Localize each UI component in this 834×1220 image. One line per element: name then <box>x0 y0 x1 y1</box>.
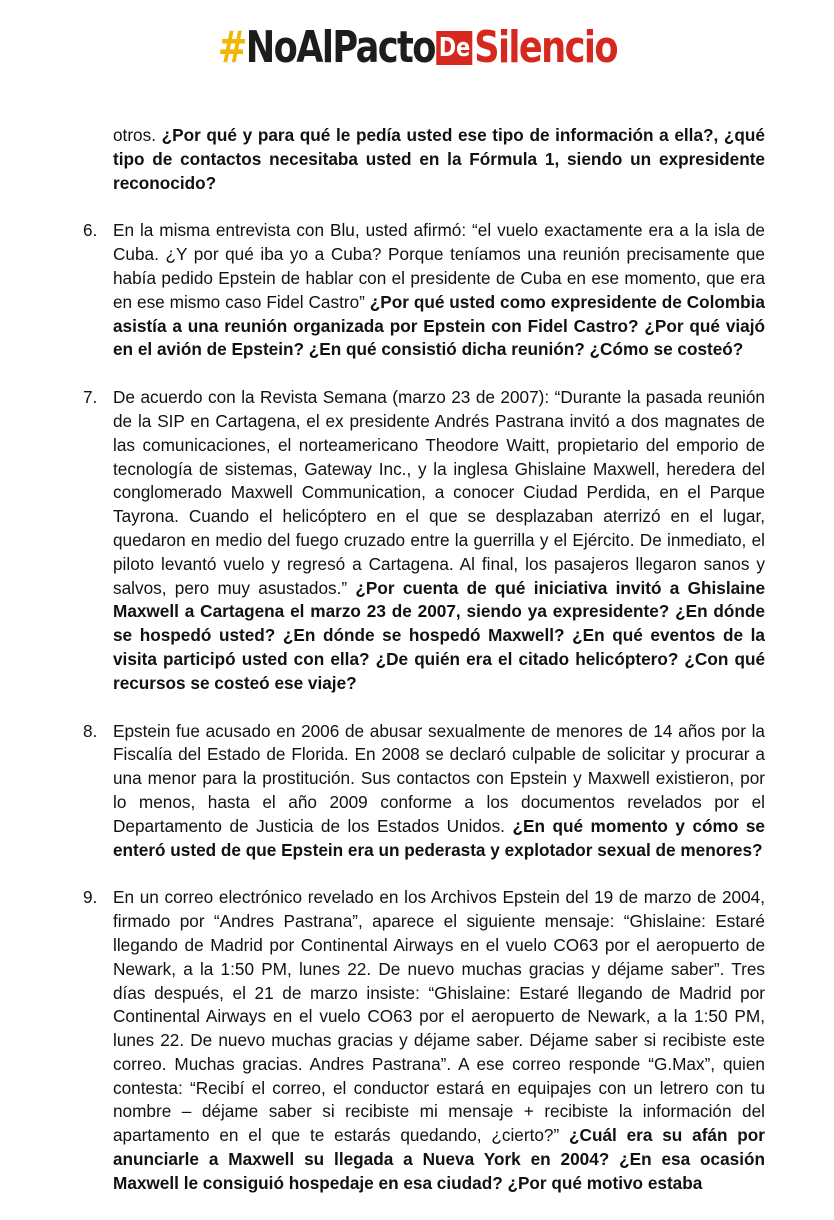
item-question: ¿Cuál era su afán por anunciarle a Maxwell su llegada a Nueva York en 2004? ¿En esa ocasión Maxwell le consiguió hospedaje en esa ciudad? ¿Por qué motivo estaba <box>113 1125 765 1193</box>
item-question: ¿Por qué usted como expresidente de Colombia asistía a una reunión organizada por Epstein con Fidel Castro? ¿Por qué viajó en el avión de Epstein? ¿En qué consistió dicha reunión? ¿Cómo se costeó? <box>113 291 765 360</box>
document-body <box>73 124 765 1220</box>
item-text: otros. <box>113 125 162 145</box>
logo-silencio: Silencio <box>473 22 617 73</box>
list-item <box>73 886 765 1195</box>
list-item <box>73 124 765 195</box>
item-number: 6. <box>83 220 98 241</box>
logo-pacto: Pacto <box>331 22 435 73</box>
campaign-logo <box>0 14 834 82</box>
list-item <box>73 720 765 863</box>
item-question: ¿Por cuenta de qué iniciativa invitó a Ghislaine Maxwell a Cartagena el marzo 23 de 2007, siendo ya expresidente? ¿En dónde se hospedó usted? ¿En dónde se hospedó Maxwell? ¿En qué eventos de la visita participó usted con ella? ¿De quién era el citado helicóptero? ¿Con qué recursos se costeó ese viaje? <box>113 577 765 693</box>
item-text: En la misma entrevista con Blu, usted afirmó: “el vuelo exactamente era a la isla de Cuba. ¿Y por qué iba yo a Cuba? Porque teníamos una reunión precisamente que había pedido Epstein de hablar con el presidente de Cuba en ese momento, que era en ese mismo caso Fidel Castro” <box>113 220 765 312</box>
item-question: ¿Por qué y para qué le pedía usted ese tipo de información a ella?, ¿qué tipo de contactos necesitaba usted en la Fórmula 1, siendo un expresidente reconocido? <box>113 125 765 193</box>
item-question: ¿En qué momento y cómo se enteró usted de que Epstein era un pederasta y explotador sexual de menores? <box>113 815 765 860</box>
list-item <box>73 386 765 695</box>
logo-de: De <box>436 31 472 65</box>
logo-hash: # <box>217 22 246 73</box>
item-text: De acuerdo con la Revista Semana (marzo 23 de 2007): “Durante la pasada reunión de la SIP en Cartagena, el ex presidente Andrés Pastrana invitó a dos magnates de las comunicaciones, el norteamericano Theodore Waitt, propietario del emporio de tecnología de sistemas, Gateway Inc., y la inglesa Ghislaine Maxwell, heredera del conglomerado Maxwell Communication, a conocer Ciudad Perdida, en el Parque Tayrona. Cuando el helicóptero en el que se desplazaban aterrizó en el lugar, quedaron en medio del fuego cruzado entre la guerrilla y el Ejército. De inmediato, el piloto levantó vuelo y regresó a Cartagena. Al final, los pasajeros llegaron sanos y salvos, pero muy asustados.” <box>113 387 765 598</box>
item-text: En un correo electrónico revelado en los Archivos Epstein del 19 de marzo de 2004, firmado por “Andres Pastrana”, aparece el siguiente mensaje: “Ghislaine: Estaré llegando de Madrid por Continental Airways en el vuelo CO63 por el aeropuerto de Newark, a la 1:50 PM, lunes 22. De nuevo muchas gracias y déjame saber”. Tres días después, el 21 de marzo insiste: “Ghislaine: Estaré llegando de Madrid por Continental Airways en el vuelo CO63 por el aeropuerto de Newark, a la 1:50 PM, lunes 22. De nuevo muchas gracias y déjame saber. Déjame saber si recibiste este correo. Muchas gracias. Andres Pastrana”. A ese correo responde “G.Max”, quien contesta: “Recibí el correo, el conductor estará en equipajes con un letrero con tu nombre – déjame saber si recibiste mi mensaje + recibiste la información del apartamento en el que te estarás quedando, ¿cierto?” <box>113 887 765 1146</box>
item-number: 8. <box>83 720 98 741</box>
list-item <box>73 219 765 362</box>
item-number: 7. <box>83 387 98 408</box>
item-text: Epstein fue acusado en 2006 de abusar sexualmente de menores de 14 años por la Fiscalía del Estado de Florida. En 2008 se declaró culpable de solicitar y procurar a una menor para la prostitución. Sus contactos con Epstein y Maxwell existieron, por lo menos, hasta el año 2009 conforme a los documentos revelados por el Departamento de Justicia de los Estados Unidos. <box>113 720 765 836</box>
logo-no: NoAl <box>245 22 332 73</box>
item-number: 9. <box>83 887 98 908</box>
